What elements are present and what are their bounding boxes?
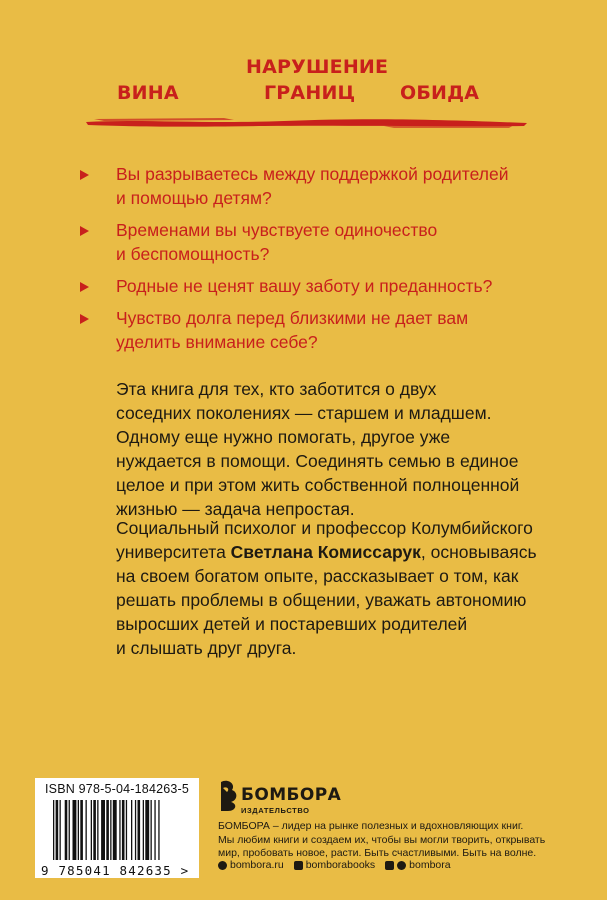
social-links: [218, 859, 451, 871]
vk-icon: [294, 861, 303, 870]
question-line: Временами вы чувствуете одиночество: [116, 220, 438, 240]
barcode-digits: 9 785041 842635 >: [41, 863, 190, 878]
question-item: [80, 218, 550, 266]
triangle-bullet-icon: [80, 226, 89, 236]
question-line: Родные не ценят вашу заботу и преданность?: [116, 276, 493, 296]
text-line: Одному еще нужно помогать, другое уже: [116, 427, 451, 447]
question-item: [80, 162, 550, 210]
publisher-subtitle: ИЗДАТЕЛЬСТВО: [241, 806, 310, 815]
keyword-boundary-top: НАРУШЕНИЕ: [246, 56, 389, 78]
text-line: выросших детей и постаревших родителей: [116, 614, 468, 634]
triangle-bullet-icon: [80, 282, 89, 292]
telegram-icon: [397, 861, 406, 870]
text-line: Эта книга для тех, кто заботится о двух: [116, 379, 437, 399]
keyword-guilt: ВИНА: [117, 82, 179, 104]
barcode-bars: [53, 800, 193, 862]
social-link-website[interactable]: bombora.ru: [218, 859, 284, 871]
social-link-vk[interactable]: bomborabooks: [294, 859, 375, 871]
publisher-brand: БОМБОРА: [241, 785, 342, 805]
text-line: университета Светлана Комиссарук, основываясь: [116, 542, 537, 562]
question-list: [80, 162, 550, 362]
text-line: соседних поколениях — старшем и младшем.: [116, 403, 492, 423]
social-link-telegram[interactable]: bombora: [385, 859, 450, 871]
question-line: и беспомощность?: [116, 244, 270, 264]
question-item: [80, 274, 550, 298]
question-line: уделить внимание себе?: [116, 332, 318, 352]
bombora-wave-logo-icon: [218, 778, 240, 812]
isbn-text: ISBN 978-5-04-184263-5: [45, 782, 190, 796]
text-line: и слышать друг друга.: [116, 638, 297, 658]
text-line: целое и при этом жить собственной полноценной: [116, 475, 520, 495]
text-line: на своем богатом опыте, рассказывает о том, как: [116, 566, 519, 586]
publisher-about: [218, 820, 588, 861]
globe-icon: [218, 861, 227, 870]
text-line: БОМБОРА – лидер на рынке полезных и вдохновляющих книг.: [218, 820, 524, 832]
instagram-icon: [385, 861, 394, 870]
text-line: Мы любим книги и создаем их, чтобы вы могли творить, открывать: [218, 833, 546, 846]
description-paragraph-1: [116, 377, 576, 521]
triangle-bullet-icon: [80, 314, 89, 324]
triangle-bullet-icon: [80, 170, 89, 180]
question-item: [80, 306, 550, 354]
question-line: Чувство долга перед близкими не дает вам: [116, 308, 469, 328]
text-line: Социальный психолог и профессор Колумбийского: [116, 518, 533, 538]
question-line: Вы разрываетесь между поддержкой родителей: [116, 164, 509, 184]
description-paragraph-2: [116, 516, 576, 660]
keyword-resentment: ОБИДА: [400, 82, 480, 104]
author-name: Светлана Комиссарук: [230, 542, 421, 562]
text-line: жизнью — задача непростая.: [116, 499, 355, 519]
text-line: мир, пробовать новое, расти. Быть счастливыми. Быть на волне.: [218, 847, 537, 859]
brush-stroke-divider: [84, 115, 529, 129]
keyword-boundary-bottom: ГРАНИЦ: [264, 82, 356, 104]
text-line: нуждается в помощи. Соединять семью в единое: [116, 451, 519, 471]
text-line: решать проблемы в общении, уважать автономию: [116, 590, 527, 610]
question-line: и помощью детям?: [116, 188, 272, 208]
